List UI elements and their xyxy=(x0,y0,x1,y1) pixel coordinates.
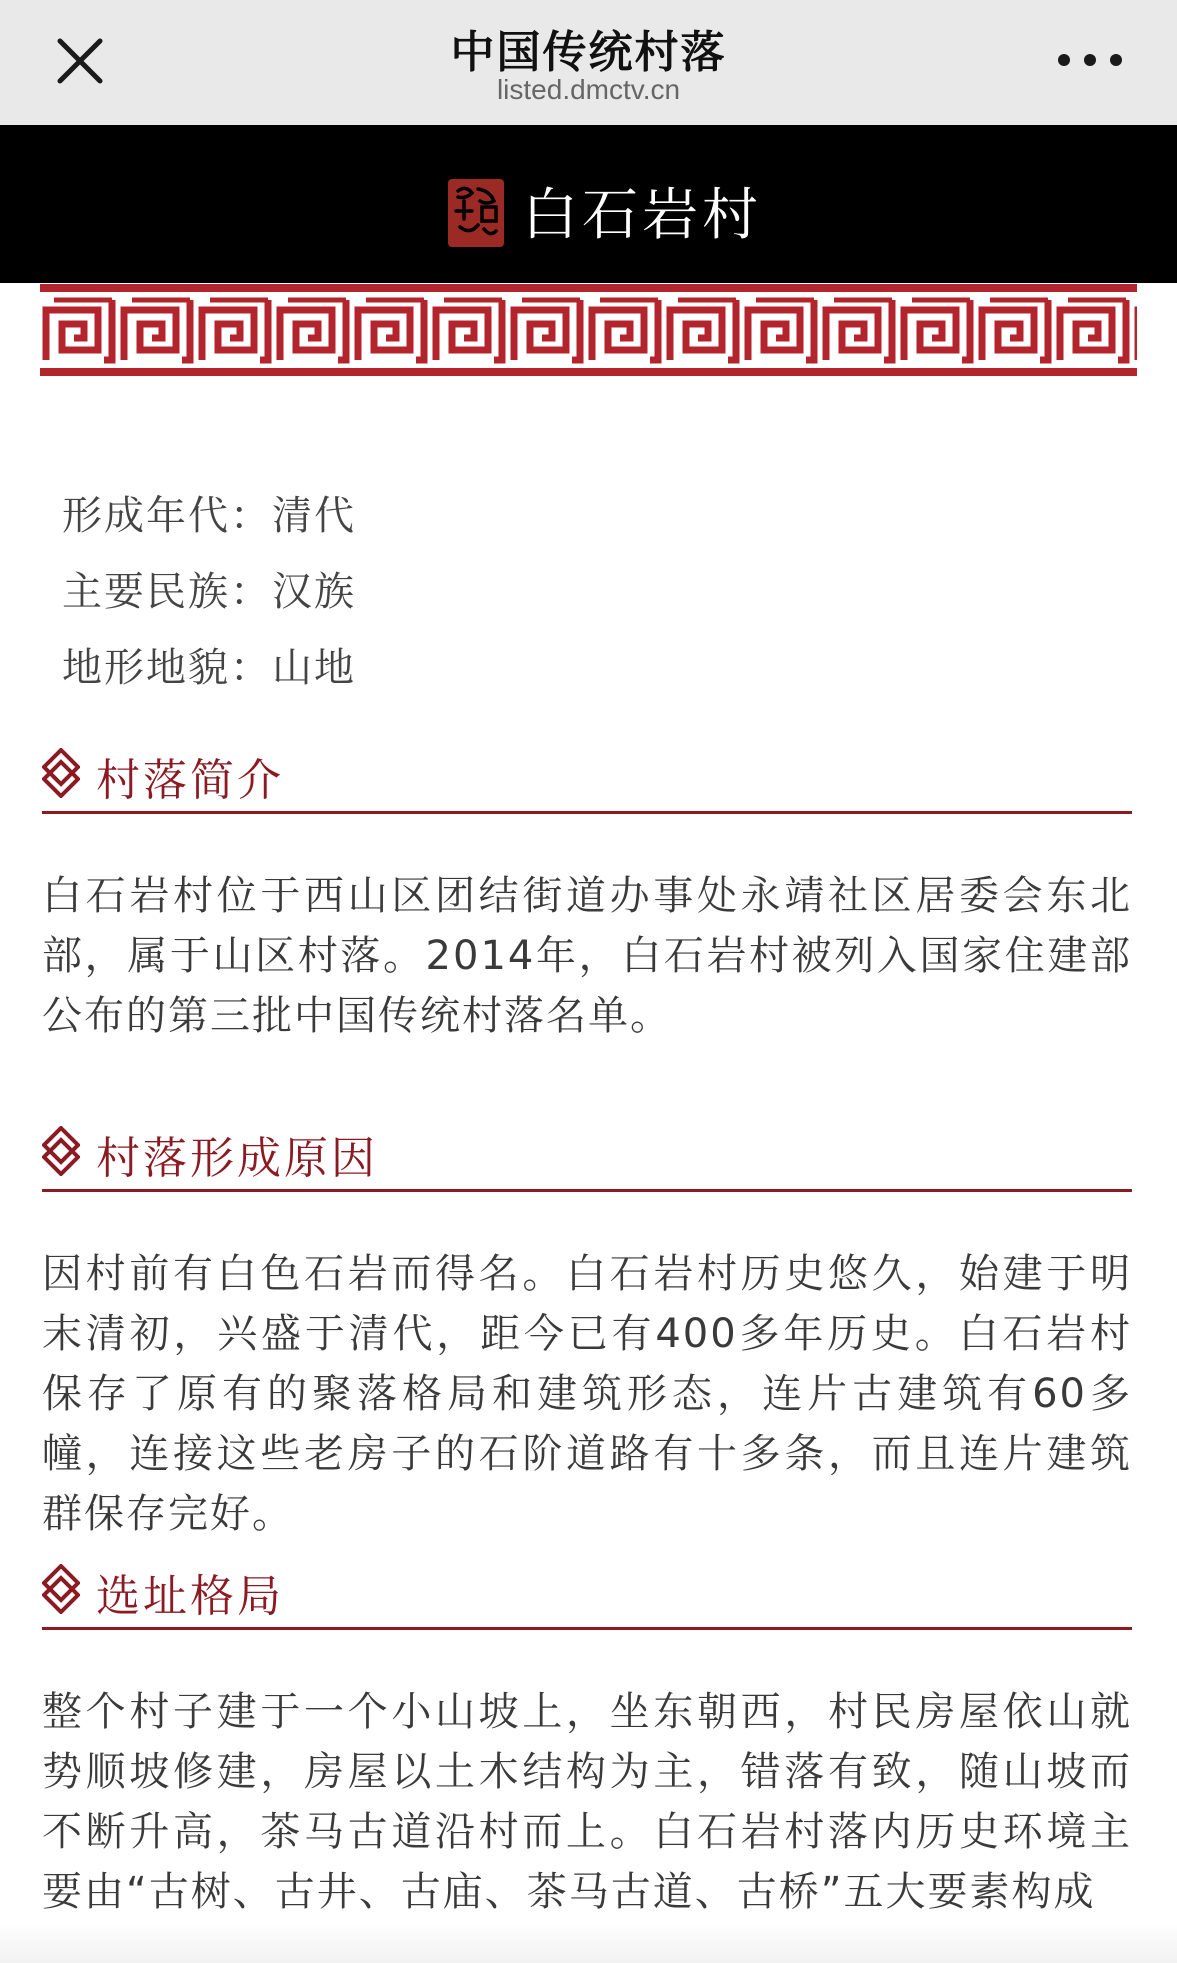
dot xyxy=(1084,54,1096,66)
info-terrain: 地形地貌：山地 xyxy=(62,645,356,691)
diamond-icon xyxy=(42,748,80,798)
village-name: 白石岩村 xyxy=(522,183,762,248)
section-title: 村落简介 xyxy=(96,755,284,806)
section-header xyxy=(42,1116,1132,1192)
diamond-icon xyxy=(42,1126,80,1176)
info-ethnicity: 主要民族：汉族 xyxy=(62,569,356,615)
section-header xyxy=(42,1554,1132,1630)
section-text: 因村前有白色石岩而得名。白石岩村历史悠久，始建于明末清初，兴盛于清代，距今已有400多年历史。白石岩村保存了原有的聚落格局和建筑形态，连片古建筑有60多幢，连接这些老房子的石阶道路有十多条，而且连片建筑群保存完好。 xyxy=(42,1251,1132,1537)
bottom-fade xyxy=(0,1920,1177,1963)
section-text: 白石岩村位于西山区团结街道办事处永靖社区居委会东北部，属于山区村落。2014年，白石岩村被列入国家住建部公布的第三批中国传统村落名单。 xyxy=(42,873,1132,1039)
red-seal-icon xyxy=(446,177,506,249)
dot xyxy=(1058,54,1070,66)
info-era: 形成年代：清代 xyxy=(62,493,356,539)
more-dots-icon[interactable] xyxy=(1058,48,1122,72)
browser-top-bar xyxy=(0,0,1177,125)
section-title: 村落形成原因 xyxy=(96,1133,378,1184)
section-title: 选址格局 xyxy=(96,1571,284,1622)
village-header xyxy=(0,125,1177,283)
page-title: 中国传统村落 xyxy=(450,27,727,78)
section-header xyxy=(42,738,1132,814)
page-url: listed.dmctv.cn xyxy=(496,74,681,105)
fret-border xyxy=(40,284,1137,376)
section-text: 整个村子建于一个小山坡上，坐东朝西，村民房屋依山就势顺坡修建，房屋以土木结构为主，错落有致，随山坡而不断升高，茶马古道沿村而上。白石岩村落内历史环境主要由“古树、古井、古庙、茶马古道、古桥”五大要素构成 xyxy=(42,1689,1132,1915)
dot xyxy=(1110,54,1122,66)
diamond-icon xyxy=(42,1564,80,1614)
